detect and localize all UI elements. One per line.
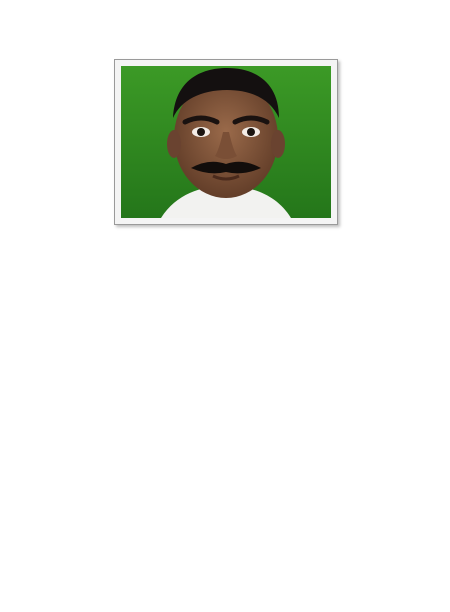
portrait-photo-frame [114, 59, 338, 225]
portrait-photo [121, 66, 331, 218]
article-body [14, 242, 436, 246]
